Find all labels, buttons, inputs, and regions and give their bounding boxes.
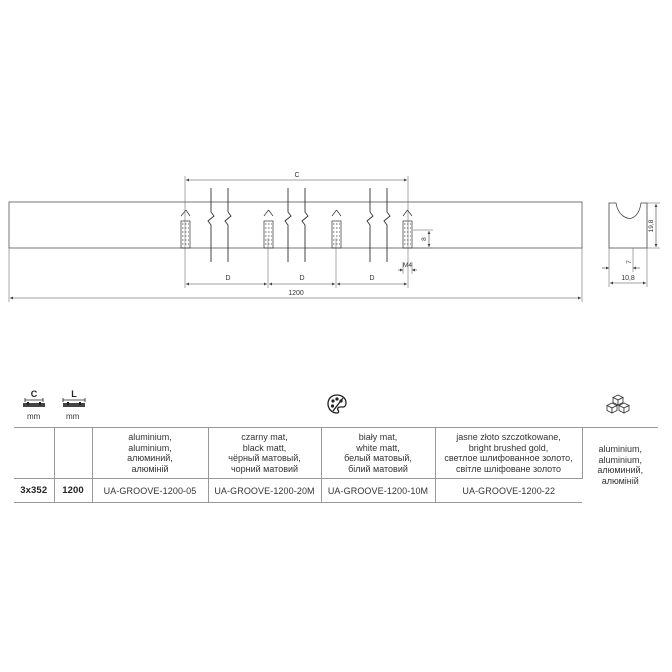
dimension-d-row bbox=[186, 275, 407, 284]
spec-table bbox=[14, 427, 658, 503]
l-value: 1200 bbox=[54, 479, 92, 503]
svg-text:M4: M4 bbox=[402, 262, 413, 269]
dimension-c bbox=[186, 172, 407, 180]
svg-text:L: L bbox=[71, 389, 77, 399]
desc-cell-l bbox=[54, 428, 92, 479]
material-cell: aluminium, aluminium, алюминий, алюміній bbox=[582, 428, 658, 503]
svg-text:10,8: 10,8 bbox=[621, 275, 635, 282]
l-dimension-icon bbox=[62, 389, 86, 411]
c-dimension-icon bbox=[22, 389, 46, 411]
svg-text:8: 8 bbox=[421, 237, 428, 241]
svg-text:C: C bbox=[30, 389, 38, 399]
cubes-icon bbox=[605, 394, 631, 416]
svg-text:1200: 1200 bbox=[288, 290, 304, 297]
product-code[interactable]: UA-GROOVE-1200-10M bbox=[321, 479, 435, 503]
dim-d-3: D bbox=[369, 275, 375, 282]
svg-text:7: 7 bbox=[626, 260, 633, 264]
l-unit-label: mm bbox=[66, 412, 80, 421]
dim-d-1: D bbox=[225, 275, 231, 282]
dim-d-2: D bbox=[299, 275, 305, 282]
svg-text:C: C bbox=[294, 172, 300, 179]
handle-side-view bbox=[609, 203, 647, 248]
svg-text:19,8: 19,8 bbox=[648, 219, 655, 233]
product-code[interactable]: UA-GROOVE-1200-20M bbox=[208, 479, 321, 503]
dimension-depth-7 bbox=[602, 260, 640, 268]
product-code[interactable]: UA-GROOVE-1200-22 bbox=[435, 479, 582, 503]
dimension-height-19-8 bbox=[648, 204, 656, 247]
desc-white-matt: biały mat, white matt, белый матовый, білий матовий bbox=[321, 428, 435, 479]
dimension-width-10-8 bbox=[610, 275, 646, 283]
desc-bright-brushed-gold: jasne złoto szczotkowane, bright brushed gold, светлое шлифованное золото, світле шліфоване золото bbox=[435, 428, 582, 479]
dimension-total-length bbox=[10, 290, 581, 298]
c-value: 3x352 bbox=[14, 479, 54, 503]
handle-front-view bbox=[9, 202, 582, 248]
product-code[interactable]: UA-GROOVE-1200-05 bbox=[92, 479, 208, 503]
palette-icon bbox=[327, 394, 347, 414]
desc-cell-c bbox=[14, 428, 54, 479]
desc-aluminium: aluminium, aluminium, алюминий, алюміній bbox=[92, 428, 208, 479]
table-description-row bbox=[14, 428, 658, 479]
dimension-thread-m4 bbox=[398, 262, 417, 270]
table-row bbox=[14, 479, 658, 503]
c-unit-label: mm bbox=[27, 412, 41, 421]
desc-black-matt: czarny mat, black matt, чёрный матовый, чорний матовий bbox=[208, 428, 321, 479]
